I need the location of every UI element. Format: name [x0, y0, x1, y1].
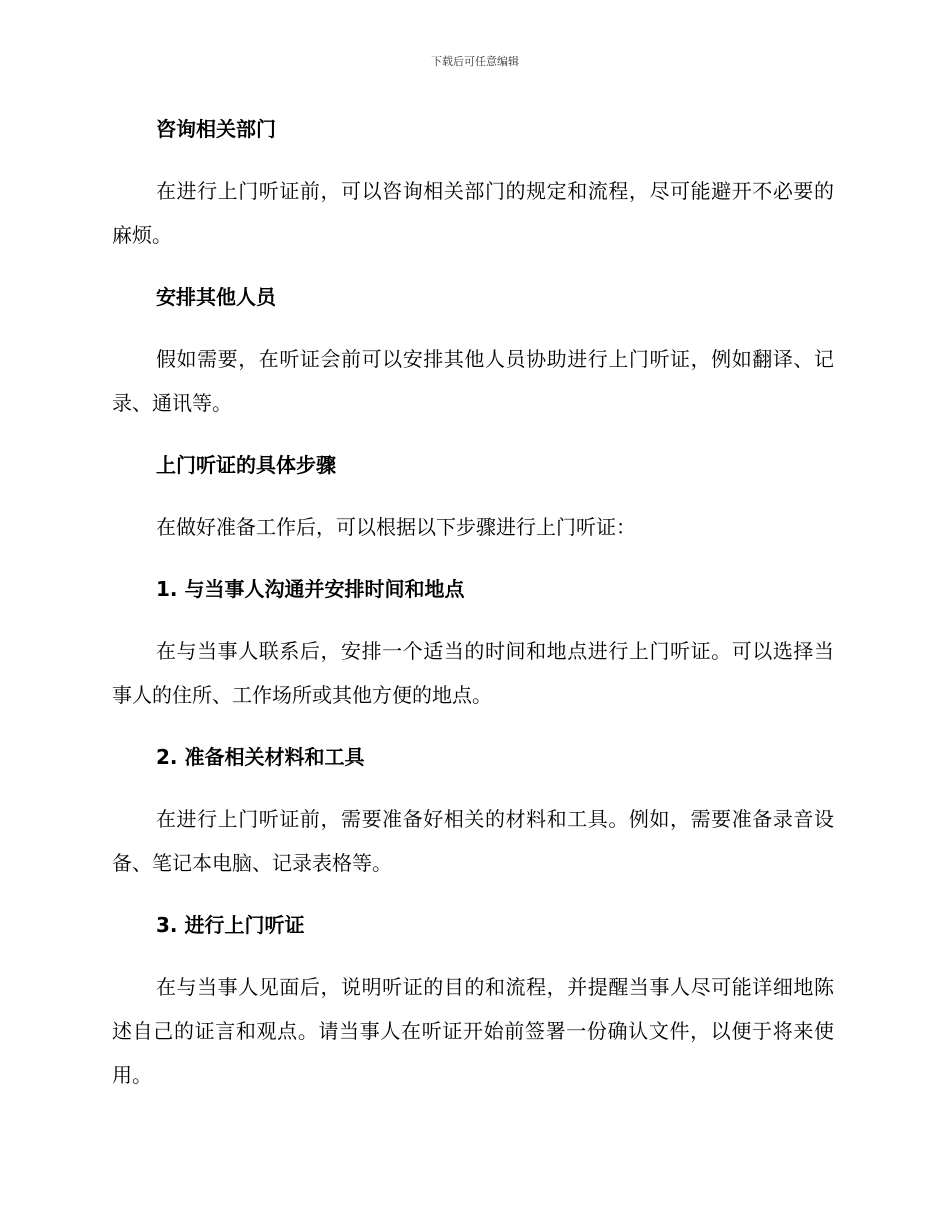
document-body: [112, 113, 834, 1097]
section-step-3: [112, 909, 834, 1097]
section-paragraph: 在与当事人联系后，安排一个适当的时间和地点进行上门听证。可以选择当事人的住所、工作场所或其他方便的地点。: [112, 639, 834, 707]
section-paragraph: 在进行上门听证前，可以咨询相关部门的规定和流程，尽可能避开不必要的麻烦。: [112, 179, 834, 247]
section-consult-departments: [112, 113, 834, 257]
section-paragraph: 假如需要，在听证会前可以安排其他人员协助进行上门听证，例如翻译、记录、通讯等。: [112, 347, 834, 415]
section-heading: 安排其他人员: [156, 285, 276, 309]
section-arrange-personnel: [112, 281, 834, 425]
section-paragraph: 在做好准备工作后，可以根据以下步骤进行上门听证：: [156, 515, 636, 539]
section-heading: 咨询相关部门: [156, 117, 276, 141]
section-paragraph: 在与当事人见面后，说明听证的目的和流程，并提醒当事人尽可能详细地陈述自己的证言和观点。请当事人在听证开始前签署一份确认文件，以便于将来使用。: [112, 975, 834, 1087]
section-specific-steps: [112, 449, 834, 549]
section-heading: 3. 进行上门听证: [156, 913, 305, 937]
section-step-1: [112, 573, 834, 717]
section-heading: 1. 与当事人沟通并安排时间和地点: [156, 577, 465, 601]
section-heading: 2. 准备相关材料和工具: [156, 745, 365, 769]
section-paragraph: 在进行上门听证前，需要准备好相关的材料和工具。例如，需要准备录音设备、笔记本电脑、记录表格等。: [112, 807, 834, 875]
section-heading: 上门听证的具体步骤: [156, 453, 336, 477]
section-step-2: [112, 741, 834, 885]
page-header: 下载后可任意编辑: [431, 55, 519, 68]
